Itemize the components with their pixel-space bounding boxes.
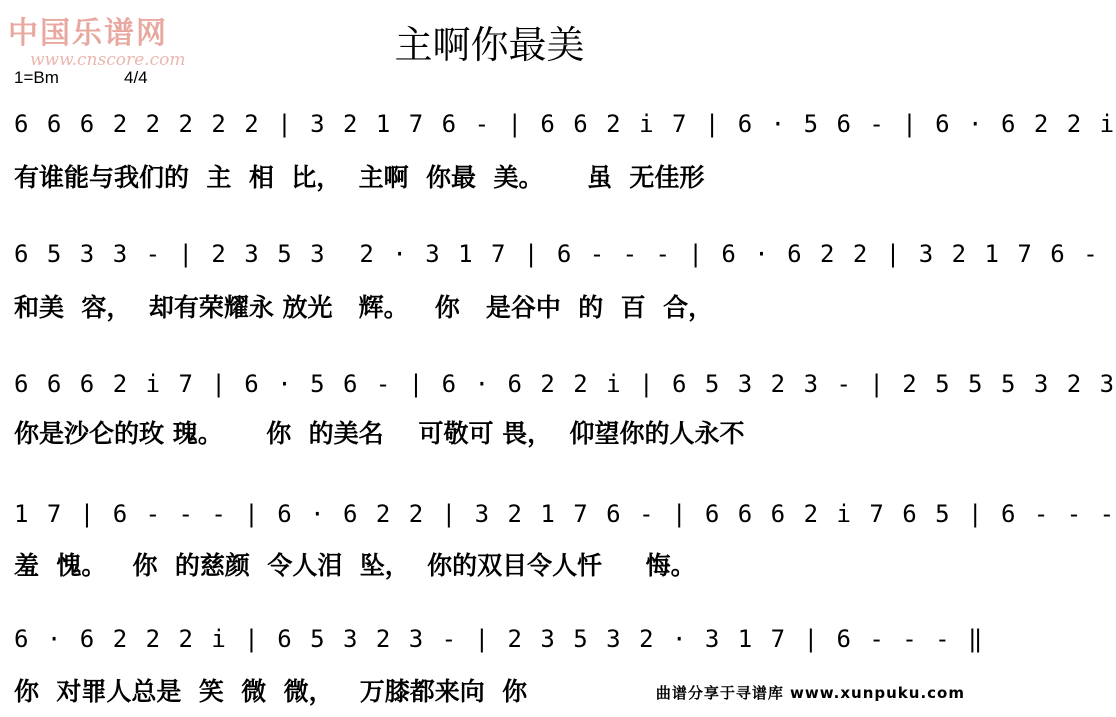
notation-line-1: 6 6 6 2 2 2 2 2 | 3 2 1 7 6 - | 6 6 2 i 7 | 6 · 5 6 - | 6 · 6 2 2 i — [14, 110, 1116, 138]
notation-line-3: 6 6 6 2 i 7 | 6 · 5 6 - | 6 · 6 2 2 i | 6 5 3 2 3 - | 2 5 5 5 3 2 3 — [14, 370, 1116, 398]
credit-text: 曲谱分享于寻谱库 www.xunpuku.com — [655, 684, 965, 702]
song-title: 主啊你最美 — [394, 23, 585, 67]
time-signature: 4/4 — [124, 68, 148, 87]
notation-line-4: 1 7 | 6 - - - | 6 · 6 2 2 | 3 2 1 7 6 - | 6 6 6 2 i 7 6 5 | 6 - - - — [14, 500, 1116, 528]
notation-line-5: 6 · 6 2 2 2 i | 6 5 3 2 3 - | 2 3 5 3 2 · 3 1 7 | 6 - - - ‖ — [14, 625, 985, 653]
watermark-logo: 中国乐谱网 — [8, 16, 168, 51]
lyrics-line-2: 和美 容， 却有荣耀永 放光 辉。 你 是谷中 的 百 合， — [14, 293, 714, 322]
lyrics-line-3: 你是沙仑的玫 瑰。 你 的美名 可敬可 畏， 仰望你的人永不 — [14, 419, 745, 448]
lyrics-line-1: 有谁能与我们的 主 相 比， 主啊 你最 美。 虽 无佳形 — [14, 163, 705, 192]
key-signature: 1=Bm — [14, 68, 59, 87]
watermark-url: www.cnscore.com — [30, 50, 186, 70]
notation-line-2: 6 5 3 3 - | 2 3 5 3 2 · 3 1 7 | 6 - - - | 6 · 6 2 2 | 3 2 1 7 6 - — [14, 240, 1100, 268]
lyrics-line-4: 羞 愧。 你 的慈颜 令人泪 坠， 你的双目令人忏 悔。 — [14, 551, 696, 580]
lyrics-line-5: 你 对罪人总是 笑 微 微， 万膝都来向 你 — [14, 677, 528, 706]
